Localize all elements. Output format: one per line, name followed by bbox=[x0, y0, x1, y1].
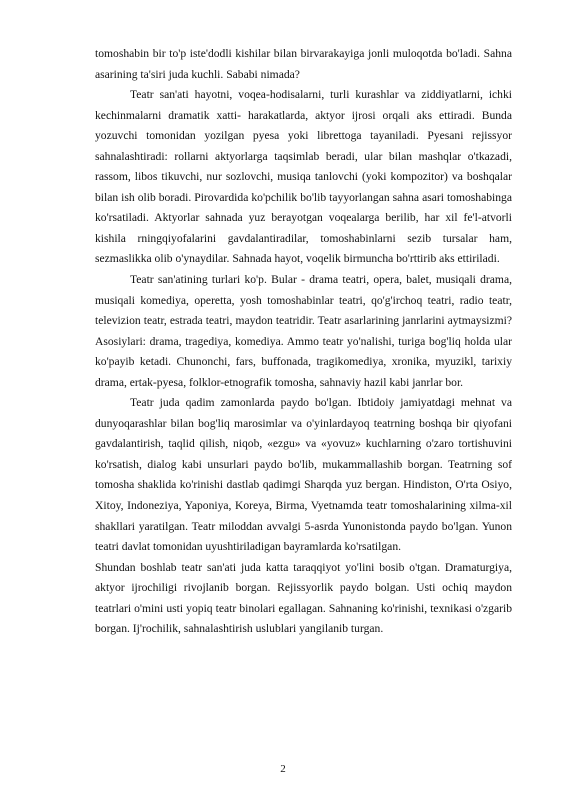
page-number: 2 bbox=[280, 763, 286, 775]
paragraph: Teatr san'atining turlari ko'p. Bular - drama teatri, opera, balet, musiqali drama, musiqali komediya, operetta, yosh tomoshabinlar teatri, qo'g'irchoq teatri, radio teatr, televizion teatr, estrada teatri, maydon teatridir. Teatr asarlarining janrlarini aytmaysizmi? Asosiylari: drama, tragediya, komediya. Ammo teatr yo'nalishi, turiga bog'liq holda ular ko'payib ketadi. Chunonchi, fars, buffonada, tragikomediya, xronika, myuzikl, tarixiy drama, ertak-pyesa, folklor-etnografik tomosha, sahnaviy hazil kabi janrlar bor. bbox=[95, 273, 512, 389]
paragraph: Shundan boshlab teatr san'ati juda katta taraqqiyot yo'lini bosib o'tgan. Dramaturgiya, aktyor ijrochiligi rivojlanib borgan. Rejissyorlik paydo bolgan. Usti ochiq maydon teatrlari o'mini usti yopiq teatr binolari egallagan. Sahnaning ko'rinishi, texnikasi o'zgarib borgan. Ij'rochilik, sahnalashtirish uslublari yangilanib turgan. bbox=[95, 560, 512, 636]
body-text bbox=[95, 44, 512, 640]
paragraph: tomoshabin bir to'p iste'dodli kishilar bilan birvarakayiga jonli muloqotda bo'ladi. Sahna asarining ta'siri juda kuchli. Sababi nimada? bbox=[95, 47, 512, 81]
paragraph: Teatr san'ati hayotni, voqea-hodisalarni, turli kurashlar va ziddiyatlarni, ichki kechinmalarni dramatik xatti- harakatlarda, aktyor ijrosi orqali aks ettiradi. Bunda yozuvchi tomonidan yozilgan pyesa yoki librettoga tayaniladi. Pyesani rejissyor sahnalashtiradi: rollarni aktyorlarga taqsimlab beradi, ular bilan mashqlar o'tkazadi, rassom, libos tikuvchi, nur sozlovchi, musiqa tanlovchi (yoki kompozitor) va boshqalar bilan ish olib boradi. Pirovardida ko'pchilik bo'lib tayyorlangan sahna asari tomoshabinga ko'rsatiladi. Aktyorlar sahnada yuz berayotgan voqealarga berilib, har xil fe'l-atvorli kishila rningqiyofalarini gavdalantiradilar, tomoshabinlarni sezib tursalar ham, sezmaslikka olib o'ynaydilar. Sahnada hayot, voqelik birmuncha bo'rttirib aks ettiriladi. bbox=[95, 88, 512, 266]
paragraph: Teatr juda qadim zamonlarda paydo bo'lgan. Ibtidoiy jamiyatdagi mehnat va dunyoqarashlar bilan bog'liq marosimlar va o'yinlardayoq teatrning boshqa bir qiyofani gavdalantirish, taqlid qilish, niqob, «ezgu» va «yovuz» kuchlarning o'zaro tortishuvini ko'rsatish, dialog kabi unsurlari paydo bo'lib, mukammallashib borgan. Teatrning sof tomosha shaklida ko'rinishi dastlab qadimgi Sharqda yuz bergan. Hindiston, O'rta Osiyo, Xitoy, Indoneziya, Yaponiya, Koreya, Birma, Vyetnamda teatr tomoshalarining xilma-xil shakllari yaratilgan. Teatr miloddan avvalgi 5-asrda Yunonistonda paydo bo'lgan. Yunon teatri davlat tomonidan uyushtiriladigan bayramlarda ko'rsatilgan. bbox=[95, 396, 512, 554]
